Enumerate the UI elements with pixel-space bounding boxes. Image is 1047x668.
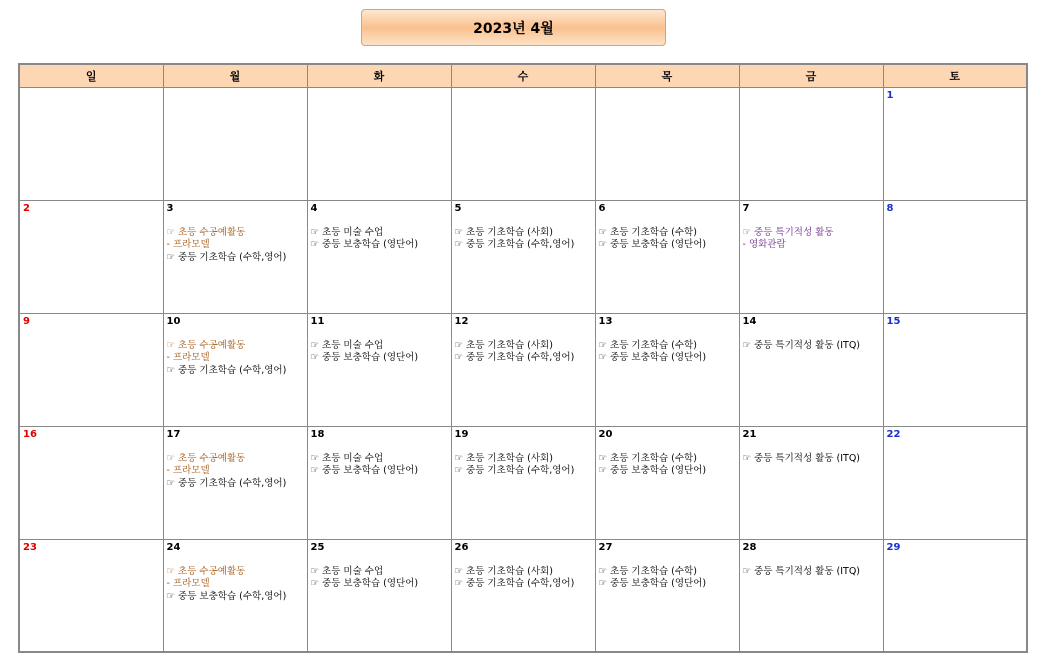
day-cell-fri[interactable]	[739, 200, 883, 313]
event-item: ☞ 초등 기초학습 (수학)	[598, 452, 697, 464]
day-number: 29	[886, 541, 901, 553]
calendar-grid	[18, 63, 1028, 653]
day-number: 24	[166, 541, 181, 553]
day-number: 13	[598, 315, 613, 327]
calendar-week-row	[19, 88, 1027, 201]
event-item: ☞ 초등 기초학습 (사회)	[454, 226, 553, 238]
day-cell-thu[interactable]	[595, 200, 739, 313]
event-item: ☞ 중등 특기적성 활동 (ITQ)	[742, 565, 861, 577]
event-item: ☞ 중등 기초학습 (수학,영어)	[166, 364, 287, 376]
event-item: ☞ 초등 미술 수업	[310, 452, 384, 464]
day-cell-fri[interactable]	[739, 313, 883, 426]
day-cell-sun[interactable]	[19, 88, 163, 201]
day-cell-wed[interactable]	[451, 539, 595, 652]
event-item: ☞ 중등 기초학습 (수학,영어)	[166, 251, 287, 263]
event-item: ☞ 중등 보충학습 (영단어)	[310, 352, 419, 364]
day-cell-fri[interactable]	[739, 539, 883, 652]
day-number: 2	[23, 202, 30, 214]
event-item: ☞ 초등 기초학습 (수학)	[598, 339, 697, 351]
day-events	[167, 453, 304, 491]
event-item: ☞ 중등 기초학습 (수학,영어)	[454, 352, 575, 364]
calendar-week-row	[19, 313, 1027, 426]
day-number: 4	[310, 202, 318, 214]
day-cell-wed[interactable]	[451, 426, 595, 539]
day-cell-tue[interactable]	[307, 426, 451, 539]
event-item: ☞ 초등 기초학습 (사회)	[454, 565, 553, 577]
day-events	[311, 453, 448, 478]
day-cell-sat[interactable]	[883, 313, 1027, 426]
day-cell-sat[interactable]	[883, 200, 1027, 313]
day-events	[167, 340, 304, 378]
day-events	[455, 566, 592, 591]
day-cell-thu[interactable]	[595, 313, 739, 426]
day-cell-sat[interactable]	[883, 88, 1027, 201]
day-number: 7	[742, 202, 750, 214]
event-item: ☞ 초등 미술 수업	[310, 339, 384, 351]
day-number: 5	[454, 202, 462, 214]
day-events	[599, 453, 736, 478]
day-cell-thu[interactable]	[595, 88, 739, 201]
weekday-thu: 목	[595, 64, 739, 88]
day-events	[743, 340, 880, 353]
day-cell-mon[interactable]	[163, 88, 307, 201]
day-cell-tue[interactable]	[307, 313, 451, 426]
calendar-title: 2023년 4월	[361, 9, 666, 46]
day-number	[599, 90, 736, 102]
day-events	[743, 227, 880, 252]
day-events	[455, 453, 592, 478]
day-cell-tue[interactable]	[307, 88, 451, 201]
day-cell-sun[interactable]	[19, 313, 163, 426]
event-item: ☞ 중등 보충학습 (영단어)	[598, 352, 707, 364]
event-item: - 영화관람	[742, 239, 786, 251]
day-events	[167, 227, 304, 265]
day-cell-sat[interactable]	[883, 539, 1027, 652]
event-item: ☞ 초등 기초학습 (사회)	[454, 452, 553, 464]
event-item: ☞ 중등 보충학습 (영단어)	[598, 578, 707, 590]
weekday-mon: 월	[163, 64, 307, 88]
day-number: 16	[23, 428, 37, 440]
event-item: ☞ 중등 기초학습 (수학,영어)	[454, 578, 575, 590]
weekday-fri: 금	[739, 64, 883, 88]
day-number: 26	[454, 541, 469, 553]
day-number: 18	[310, 428, 325, 440]
day-events	[599, 227, 736, 252]
day-events	[311, 340, 448, 365]
weekday-sat: 토	[883, 64, 1027, 88]
day-cell-sun[interactable]	[19, 539, 163, 652]
day-events	[743, 453, 880, 466]
day-events	[167, 566, 304, 604]
day-cell-mon[interactable]	[163, 200, 307, 313]
day-number: 17	[166, 428, 181, 440]
event-item: ☞ 중등 보충학습 (영단어)	[310, 239, 419, 251]
event-item: ☞ 중등 보충학습 (영단어)	[598, 465, 707, 477]
event-item: ☞ 중등 기초학습 (수학,영어)	[454, 465, 575, 477]
event-item: ☞ 중등 보충학습 (영단어)	[310, 465, 419, 477]
day-cell-tue[interactable]	[307, 200, 451, 313]
day-number	[311, 90, 448, 102]
day-cell-thu[interactable]	[595, 539, 739, 652]
event-item: ☞ 중등 기초학습 (수학,영어)	[454, 239, 575, 251]
day-cell-sat[interactable]	[883, 426, 1027, 539]
event-item: ☞ 초등 미술 수업	[310, 226, 384, 238]
day-cell-fri[interactable]	[739, 426, 883, 539]
event-item: ☞ 중등 특기적성 활동	[742, 226, 834, 238]
event-item: - 프라모델	[166, 578, 210, 590]
weekday-tue: 화	[307, 64, 451, 88]
day-events	[599, 566, 736, 591]
day-number	[23, 90, 160, 102]
day-cell-thu[interactable]	[595, 426, 739, 539]
calendar-week-row	[19, 426, 1027, 539]
day-number: 8	[886, 202, 894, 214]
event-item: - 프라모델	[166, 239, 210, 251]
event-item: ☞ 중등 특기적성 활동 (ITQ)	[742, 452, 861, 464]
event-item: ☞ 초등 수공예활동	[166, 226, 246, 238]
day-cell-mon[interactable]	[163, 539, 307, 652]
event-item: ☞ 중등 보충학습 (영단어)	[310, 578, 419, 590]
event-item: ☞ 중등 보충학습 (영단어)	[598, 239, 707, 251]
day-number: 19	[454, 428, 469, 440]
day-number: 22	[886, 428, 901, 440]
day-number	[743, 90, 880, 102]
event-item: - 프라모델	[166, 465, 210, 477]
day-number: 23	[23, 541, 37, 553]
day-events	[743, 566, 880, 579]
day-cell-sun[interactable]	[19, 200, 163, 313]
day-events	[599, 340, 736, 365]
calendar-week-row	[19, 200, 1027, 313]
day-number: 10	[166, 315, 181, 327]
day-cell-tue[interactable]	[307, 539, 451, 652]
day-number: 14	[742, 315, 757, 327]
event-item: - 프라모델	[166, 352, 210, 364]
day-number: 9	[23, 315, 30, 327]
day-cell-fri[interactable]	[739, 88, 883, 201]
day-number: 27	[598, 541, 613, 553]
event-item: ☞ 초등 미술 수업	[310, 565, 384, 577]
day-number: 1	[886, 90, 894, 101]
day-events	[311, 566, 448, 591]
day-number: 12	[454, 315, 469, 327]
day-number: 11	[310, 315, 325, 327]
day-number: 15	[886, 315, 901, 327]
day-events	[455, 340, 592, 365]
day-number	[167, 90, 304, 102]
event-item: ☞ 초등 수공예활동	[166, 452, 246, 464]
event-item: ☞ 초등 기초학습 (수학)	[598, 226, 697, 238]
calendar-week-row	[19, 539, 1027, 652]
event-item: ☞ 초등 수공예활동	[166, 339, 246, 351]
weekday-sun: 일	[19, 64, 163, 88]
day-number: 6	[598, 202, 606, 214]
event-item: ☞ 초등 기초학습 (사회)	[454, 339, 553, 351]
day-cell-wed[interactable]	[451, 200, 595, 313]
event-item: ☞ 중등 특기적성 활동 (ITQ)	[742, 339, 861, 351]
day-cell-wed[interactable]	[451, 88, 595, 201]
event-item: ☞ 초등 수공예활동	[166, 565, 246, 577]
day-number: 21	[742, 428, 757, 440]
event-item: ☞ 중등 기초학습 (수학,영어)	[166, 477, 287, 489]
day-events	[455, 227, 592, 252]
day-number: 20	[598, 428, 613, 440]
day-number: 25	[310, 541, 325, 553]
day-number: 3	[166, 202, 174, 214]
day-cell-sun[interactable]	[19, 426, 163, 539]
day-cell-mon[interactable]	[163, 313, 307, 426]
day-cell-mon[interactable]	[163, 426, 307, 539]
day-cell-wed[interactable]	[451, 313, 595, 426]
day-number	[455, 90, 592, 102]
weekday-header-row	[19, 64, 1027, 88]
event-item: ☞ 초등 기초학습 (수학)	[598, 565, 697, 577]
weekday-wed: 수	[451, 64, 595, 88]
day-number: 28	[742, 541, 757, 553]
event-item: ☞ 중등 보충학습 (수학,영어)	[166, 590, 287, 602]
day-events	[311, 227, 448, 252]
